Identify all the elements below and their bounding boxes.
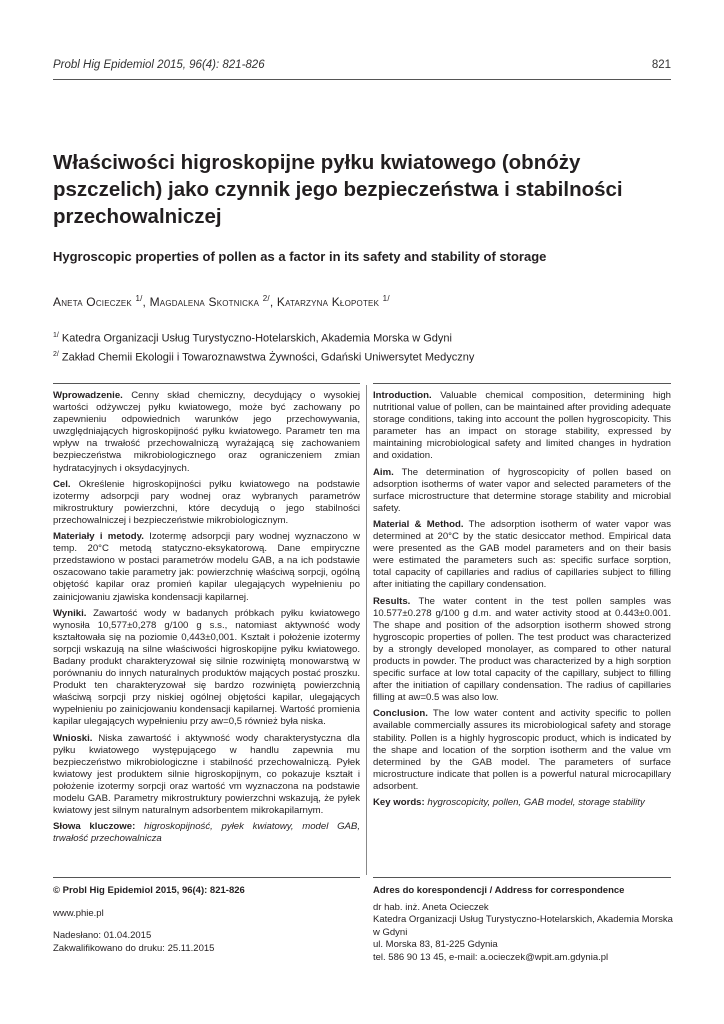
section-text: Zawartość wody w badanych próbkach pyłku kwiatowego wynosiła 10,577±0,278 g/100 g s.s., natomiast aktywność wody kształtowała się na poziomie 0,443±0,001. Kształt i położenie izotermy sorpcji wskazują na silne właściwości higroskopijne pyłku kwiatowego. Badany produkt charakteryzował się silnie rozwiniętą monowarstwą w porównaniu do innych naturalnych produktów mających postać proszku. Produkt ten charakteryzował się bardzo rozwiniętą powierzchnią właściwą sorpcji przy niskiej ogólnej objętości kapilar, ulegających wypełnieniu po zainicjowaniu kondensacji kapilarnej. Wartość promienia kapilar ulegających wypełnieniu przy aw=0,5 również była niska. xyxy=(53,607,360,728)
correspondence-address xyxy=(373,885,673,964)
abstract-top-rule-left xyxy=(53,383,360,384)
abstract-section xyxy=(53,479,360,527)
section-text: Valuable chemical composition, determining high nutritional value of pollen, can be maintained after providing adequate storage conditions, taking into account the pollen hygroscopicity. This parameter has an impact on storage stability, expressed by maintaining microbiological safety and limited changes in hydration and oxidation. xyxy=(373,390,671,462)
author-affiliation-mark: 1/ xyxy=(135,294,143,303)
affiliation-text: Katedra Organizacji Usług Turystyczno-Hotelarskich, Akademia Morska w Gdyni xyxy=(61,332,452,345)
received-date: Nadesłano: 01.04.2015 xyxy=(53,930,152,941)
section-text: Niska zawartość i aktywność wody charakterystyczna dla pyłku kwiatowego występującego w handlu zapewnia mu bezpieczeństwo mikrobiologiczne i stabilność przechowalniczą. Pyłek kwiatowy jest produktem silnie higroskopijnym, co pokazuje kształt i położenie izotermy sorpcji oraz wartość vm wyznaczona na podstawie modelu GAB. Parametry mikrostruktury powierzchni wskazują, że pyłek kwiatowy jest silnym naturalnym adsorbentem mikrokapilarnym. xyxy=(53,732,360,817)
section-text: The water content in the test pollen samples was 10.577±0.278 g/100 g d.m. and water activity stood at 0.443±0.001. The shape and position of the adsorption isotherm showed strong hygroscopic properties of pollen. The test product was characterized by a strongly developed monolayer, as compared to other natural products in powder. The product was characterized by a high sorption specific surface at low total capacity of the capillary, subject to filling after the initiation of capillary condensation. The radius of capillaries filling at aw=0.5 was also low. xyxy=(373,595,671,704)
footer-citation: © Probl Hig Epidemiol 2015, 96(4): 821-826 xyxy=(53,885,245,896)
abstract-section xyxy=(373,390,671,463)
abstract-section xyxy=(373,596,671,705)
section-text: Określenie higroskopijności pyłku kwiatowego na podstawie izotermy adsorpcji pary wodnej oraz wybranych parametrów mikrostruktury powierzchni, które decydują o jego stabilności przechowalniczej i bezpieczeństwie mikrobiologicznym. xyxy=(53,478,360,526)
affiliation-item xyxy=(53,347,673,366)
section-label: Material & Method. xyxy=(373,518,464,530)
keywords-text: higroskopijność, pyłek kwiatowy, model GAB, trwałość przechowalnicza xyxy=(53,821,360,845)
article-title-english: Hygroscopic properties of pollen as a factor in its safety and stability of storage xyxy=(53,249,547,264)
abstract-section xyxy=(373,519,671,592)
section-label: Cel. xyxy=(53,478,71,490)
section-label: Wyniki. xyxy=(53,607,87,619)
correspondence-title: Adres do korespondencji / Address for correspondence xyxy=(373,885,625,896)
section-text: The low water content and activity specific to pollen available commercially assures its microbiological safety and storage stability. Pollen is a highly hygroscopic product, which is indicated by the shape and location of the sorption isotherm and the value vm determined by the GAB model. The parameters of surface microstructure indicate that pollen is a powerful natural microcapillary adsorbent. xyxy=(373,708,671,792)
section-text: The determination of hygroscopicity of pollen based on adsorption isotherms of water vapor and selected parameters of the surface microstructure that determine storage stability and microbial safety. xyxy=(373,466,671,514)
keywords-label: Key words: xyxy=(373,797,425,808)
abstract-section xyxy=(53,608,360,729)
keywords-label: Słowa kluczowe: xyxy=(53,821,136,833)
correspondence-line: tel. 586 90 13 45, e-mail: a.ocieczek@wpit.am.gdynia.pl xyxy=(373,951,609,963)
section-text: Izotermę adsorpcji pary wodnej wyznaczono w temp. 20°C metodą statyczno-eksykatorową. Dane empiryczne przedstawiono w postaci parametrów modelu GAB, a na ich podstawie oszacowano takie parametry jak: powierzchnię właściwą sorpcji, ogólną objętość kapilar oraz promień kapilar ulegających wypełnieniu po zainicjowaniu zjawiska kondensacji kapilarnej. xyxy=(53,531,360,603)
abstract-section xyxy=(373,467,671,515)
abstract-section xyxy=(53,390,360,475)
affiliation-text: Zakład Chemii Ekologii i Towaroznawstwa Żywności, Gdański Uniwersytet Medyczny xyxy=(61,351,475,364)
section-text: The adsorption isotherm of water vapor was determined at 20°C by the static desiccator method. Empirical data were presented as the GAB model parameters and on their basis were estimated the parameters such as: specific surface sorption, total capacity of capillaries and radius of capillaries subject to filling after initiating the capillary condensation. xyxy=(373,518,671,591)
correspondence-line: ul. Morska 83, 81-225 Gdynia xyxy=(373,939,498,950)
section-label: Wnioski. xyxy=(53,732,93,744)
keywords-text: hygroscopicity, pollen, GAB model, storage stability xyxy=(427,797,645,808)
author-list: Aneta Ocieczek $^{1/}$, Magdalena Skotnicka $^{2/}$, Katarzyna Kłopotek $^{1/}$ xyxy=(53,294,390,309)
footer-rule-left xyxy=(53,877,360,878)
affiliation-list xyxy=(53,328,673,365)
article-title-polish: Właściwości higroskopijne pyłku kwiatowego (obnóży pszczelich) jako czynnik jego bezpieczeństwa i stabilności przechowalniczej xyxy=(53,151,623,228)
running-header xyxy=(53,59,671,75)
footer-rule-right xyxy=(373,877,671,878)
affiliation-item xyxy=(53,328,673,347)
section-label: Wprowadzenie. xyxy=(53,390,123,401)
affiliation-number: 2/ xyxy=(53,350,59,358)
correspondence-line: Katedra Organizacji Usług Turystyczno-Hotelarskich, Akademia Morska w Gdyni xyxy=(373,914,673,938)
keywords-english xyxy=(373,797,671,809)
accepted-date: Zakwalifikowano do druku: 25.11.2015 xyxy=(53,942,215,954)
section-label: Introduction. xyxy=(373,390,432,401)
section-text: Cenny skład chemiczny, decydujący o wysokiej wartości odżywczej pyłku kwiatowego, może być zachowany po zapewnieniu odpowiednich warunków jego przechowywania, uwzględniających higroskopijność pyłku kwiatowego. Parametr ten ma wpływ na trwałość przechowalniczą wyrażającą się zachowaniem bezpieczeństwa mikrobiologicznego oraz ograniczeniem zmian hydratacyjnych i oksydacyjnych. xyxy=(53,390,361,474)
abstract-top-rule-right xyxy=(373,383,671,384)
abstract-section xyxy=(373,708,671,793)
correspondence-line: dr hab. inż. Aneta Ocieczek xyxy=(373,901,489,913)
section-label: Results. xyxy=(373,595,411,607)
author-affiliation-mark: 2/ xyxy=(262,294,270,303)
abstract-section xyxy=(53,733,360,818)
column-divider xyxy=(366,385,367,875)
abstract-section xyxy=(53,531,360,604)
page-number: 821 xyxy=(651,59,671,71)
author-affiliation-mark: 1/ xyxy=(382,294,390,303)
abstract-polish xyxy=(53,390,360,849)
section-label: Materiały i metody. xyxy=(53,531,144,543)
journal-website: www.phie.pl xyxy=(53,907,104,919)
header-divider xyxy=(53,79,671,80)
affiliation-number: 1/ xyxy=(53,332,59,339)
section-label: Aim. xyxy=(373,466,394,478)
author-name: Katarzyna Kłopotek xyxy=(276,295,380,309)
keywords-polish xyxy=(53,821,360,845)
author-name: Magdalena Skotnicka xyxy=(149,295,260,309)
author-name: Aneta Ocieczek xyxy=(53,295,132,309)
abstract-english xyxy=(373,390,671,813)
journal-citation: Probl Hig Epidemiol 2015, 96(4): 821-826 xyxy=(53,59,265,71)
section-label: Conclusion. xyxy=(373,708,428,720)
publication-info xyxy=(53,885,353,955)
